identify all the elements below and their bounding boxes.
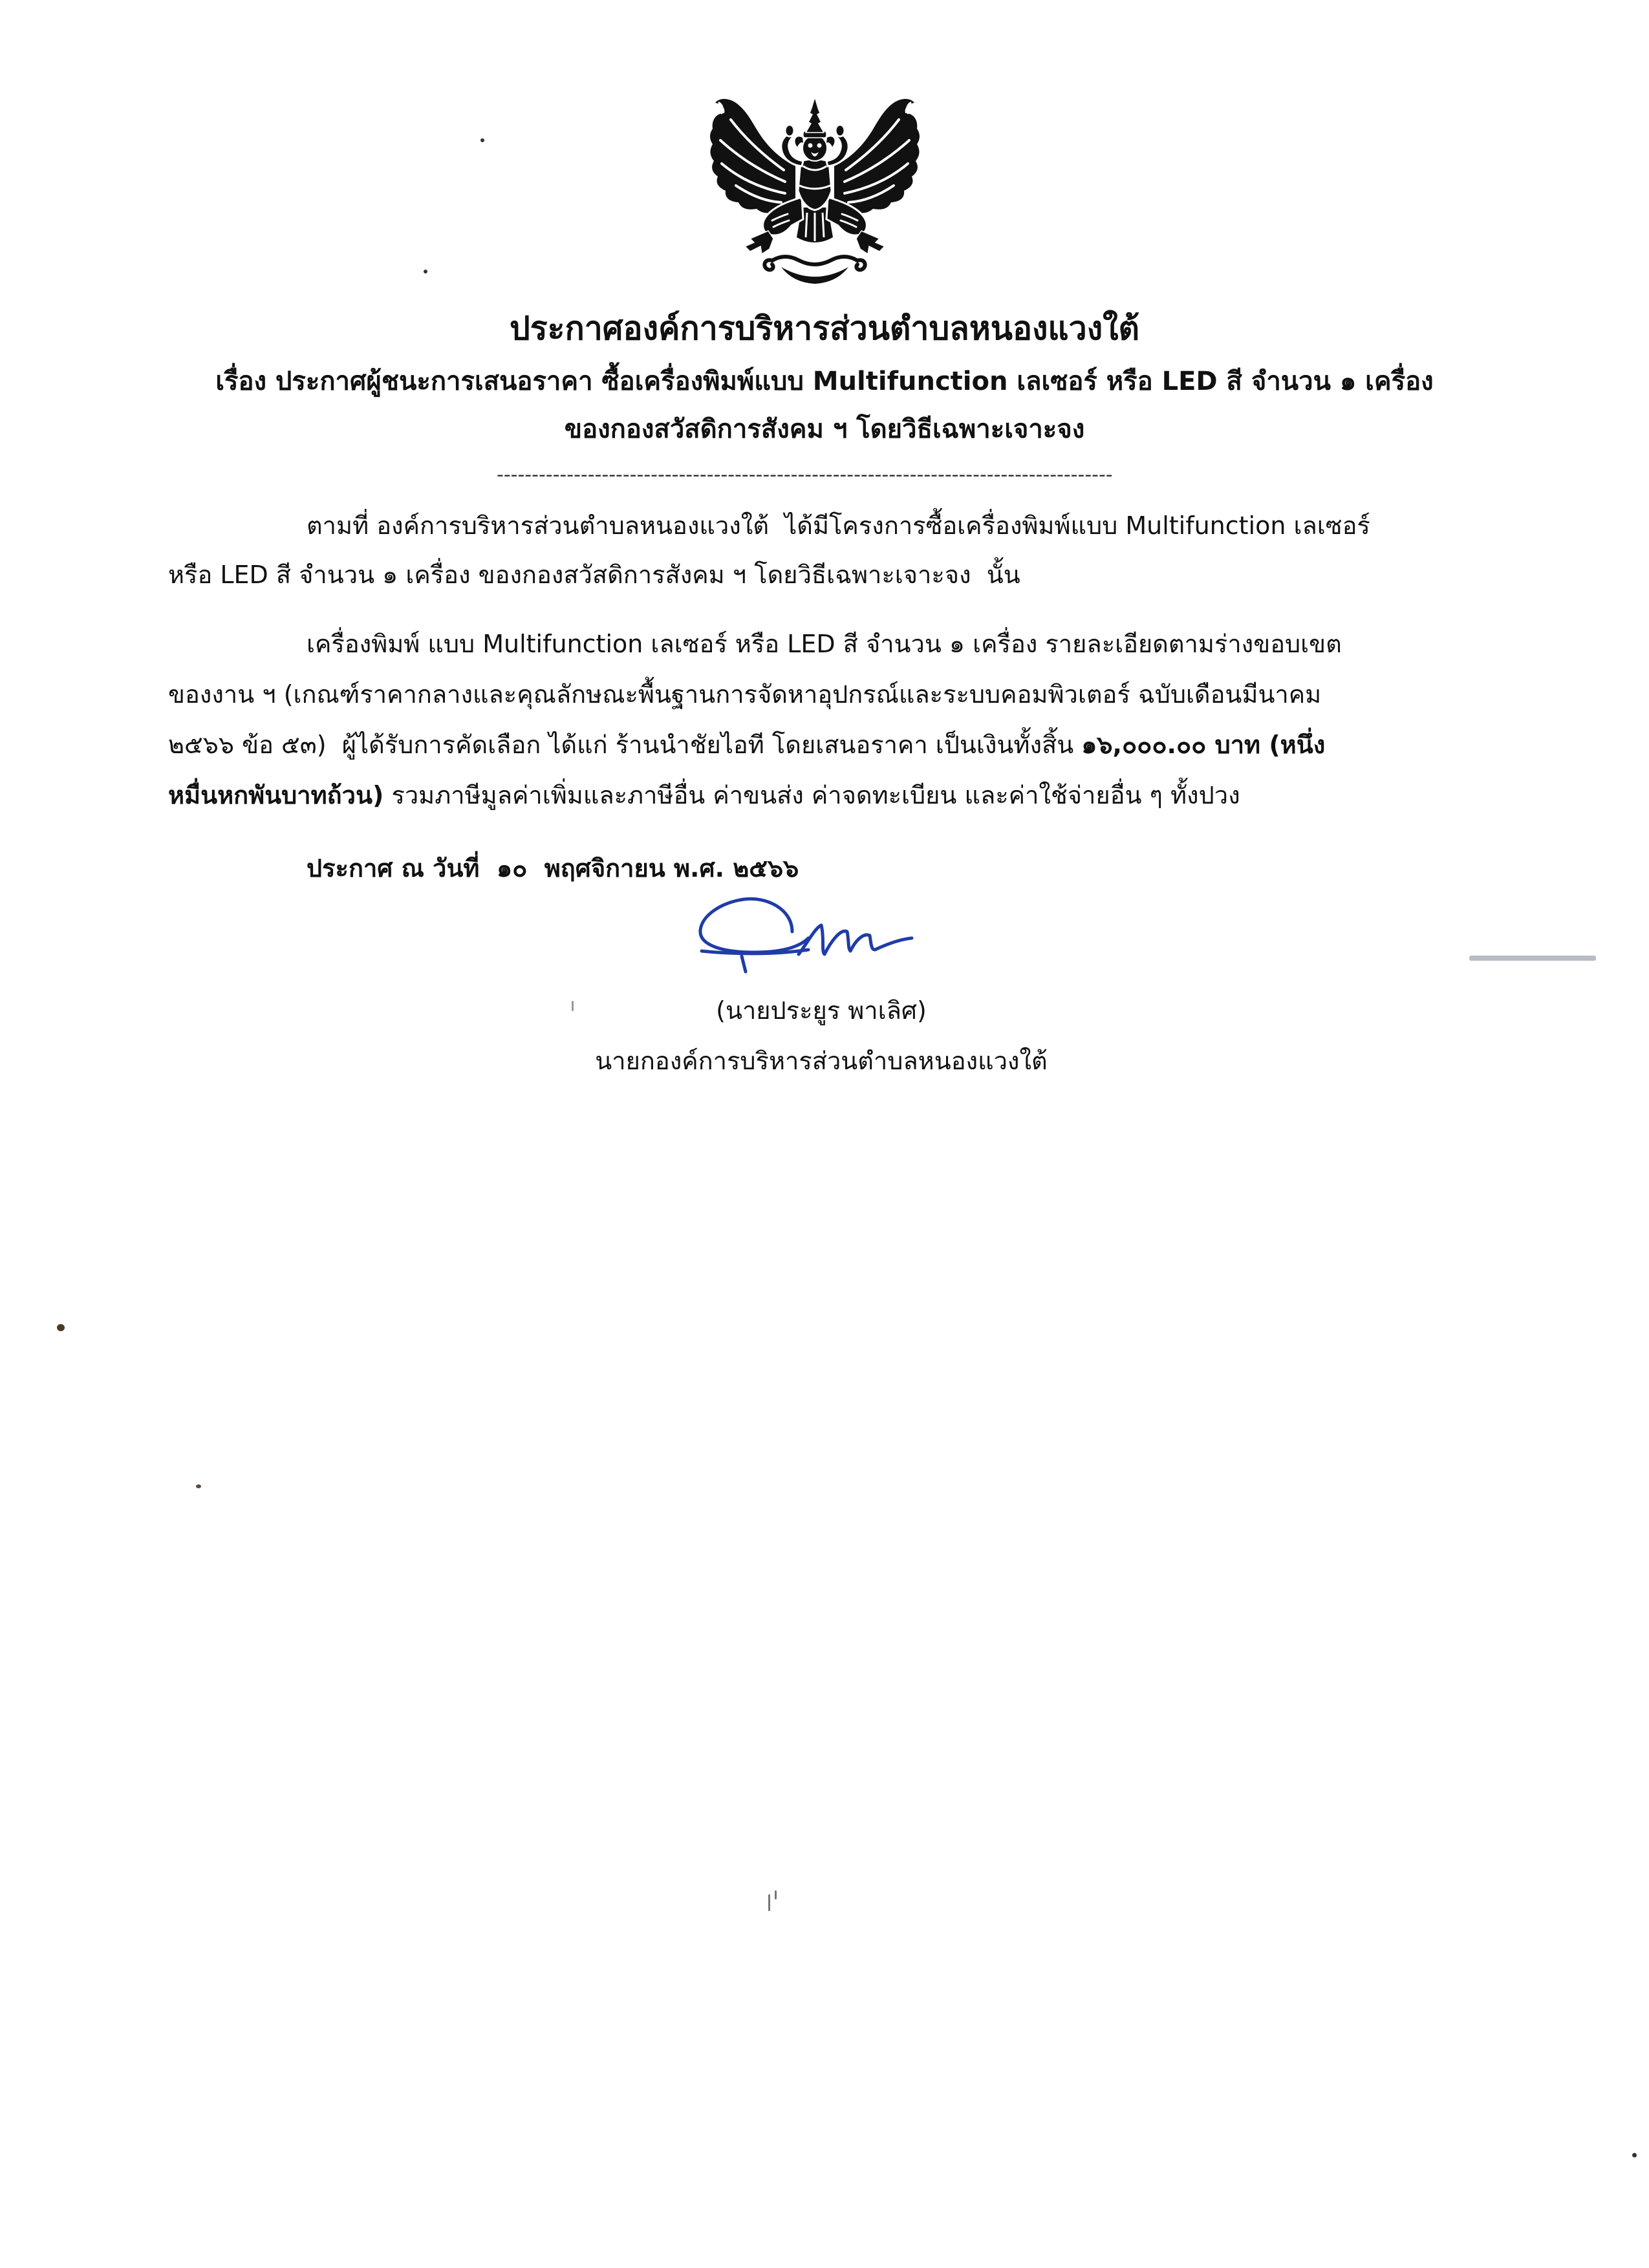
announcement-subject [129, 358, 1520, 453]
paragraph-line: เครื่องพิมพ์ แบบ Multifunction เลเซอร์ หรือ LED สี จำนวน ๑ เครื่อง รายละเอียดตามร่างขอบเขต [307, 630, 1342, 658]
paragraph-text: ๒๕๖๖ ข้อ ๕๓) ผู้ได้รับการคัดเลือก ได้แก่ ร้านนำชัยไอที โดยเสนอราคา เป็นเงินทั้งสิ้น [168, 731, 1082, 759]
garuda-emblem [705, 94, 925, 288]
paragraph-line: ของงาน ฯ (เกณฑ์ราคากลางและคุณลักษณะพื้นฐานการจัดหาอุปกรณ์และระบบคอมพิวเตอร์ ฉบับเดือนมีนาคม [168, 680, 1322, 709]
contract-amount: ๑๖,๐๐๐.๐๐ บาท (หนึ่ง [1081, 731, 1326, 759]
garuda-base [764, 257, 865, 270]
document-body [0, 0, 1649, 1084]
scan-speck [1632, 2153, 1637, 2157]
announcement-title: ประกาศองค์การบริหารส่วนตำบลหนองแวงใต้ [510, 310, 1139, 347]
paragraph-text: รวมภาษีมูลค่าเพิ่มและภาษีอื่น ค่าขนส่ง ค่าจดทะเบียน และค่าใช้จ่ายอื่น ๆ ทั้งปวง [383, 781, 1240, 809]
title-separator: ---------------------------------------------------------------------------------------- [497, 464, 1113, 486]
scan-speck [768, 1894, 770, 1911]
announcement-date: ประกาศ ณ วันที่ ๑๐ พฤศจิกายน พ.ศ. ๒๕๖๖ [307, 854, 799, 883]
subject-line: เรื่อง ประกาศผู้ชนะการเสนอราคา ซื้อเครื่องพิมพ์แบบ Multifunction เลเซอร์ หรือ LED สี จำนวน ๑ เครื่อง [215, 367, 1434, 396]
garuda-right-wing [834, 99, 920, 213]
contract-amount-words: หมื่นหกพันบาทถ้วน) [168, 781, 384, 809]
paragraph-line: ตามที่ องค์การบริหารส่วนตำบลหนองแวงใต้ ได้มีโครงการซื้อเครื่องพิมพ์แบบ Multifunction เลเซอร์ [307, 511, 1370, 540]
signer-position: นายกองค์การบริหารส่วนตำบลหนองแวงใต้ [595, 1047, 1048, 1075]
signer-name: (นายประยูร พาเลิศ) [716, 996, 927, 1025]
garuda-left-wing [710, 99, 795, 213]
paragraph-line: หรือ LED สี จำนวน ๑ เครื่อง ของกองสวัสดิการสังคม ฯ โดยวิธีเฉพาะเจาะจง นั้น [168, 561, 1020, 589]
garuda-head [795, 97, 835, 161]
paragraph-line [168, 720, 1458, 770]
garuda-torso [798, 159, 832, 210]
subject-line: ของกองสวัสดิการสังคม ฯ โดยวิธีเฉพาะเจาะจง [564, 414, 1085, 444]
paragraph-line [168, 770, 1458, 820]
body-paragraph [168, 619, 1458, 820]
scan-speck [57, 1324, 65, 1331]
signer-block [491, 988, 1151, 1084]
scan-speck [196, 1484, 201, 1488]
body-paragraph [168, 501, 1458, 599]
scan-speck [775, 1890, 777, 1899]
handwritten-signature [695, 893, 928, 987]
